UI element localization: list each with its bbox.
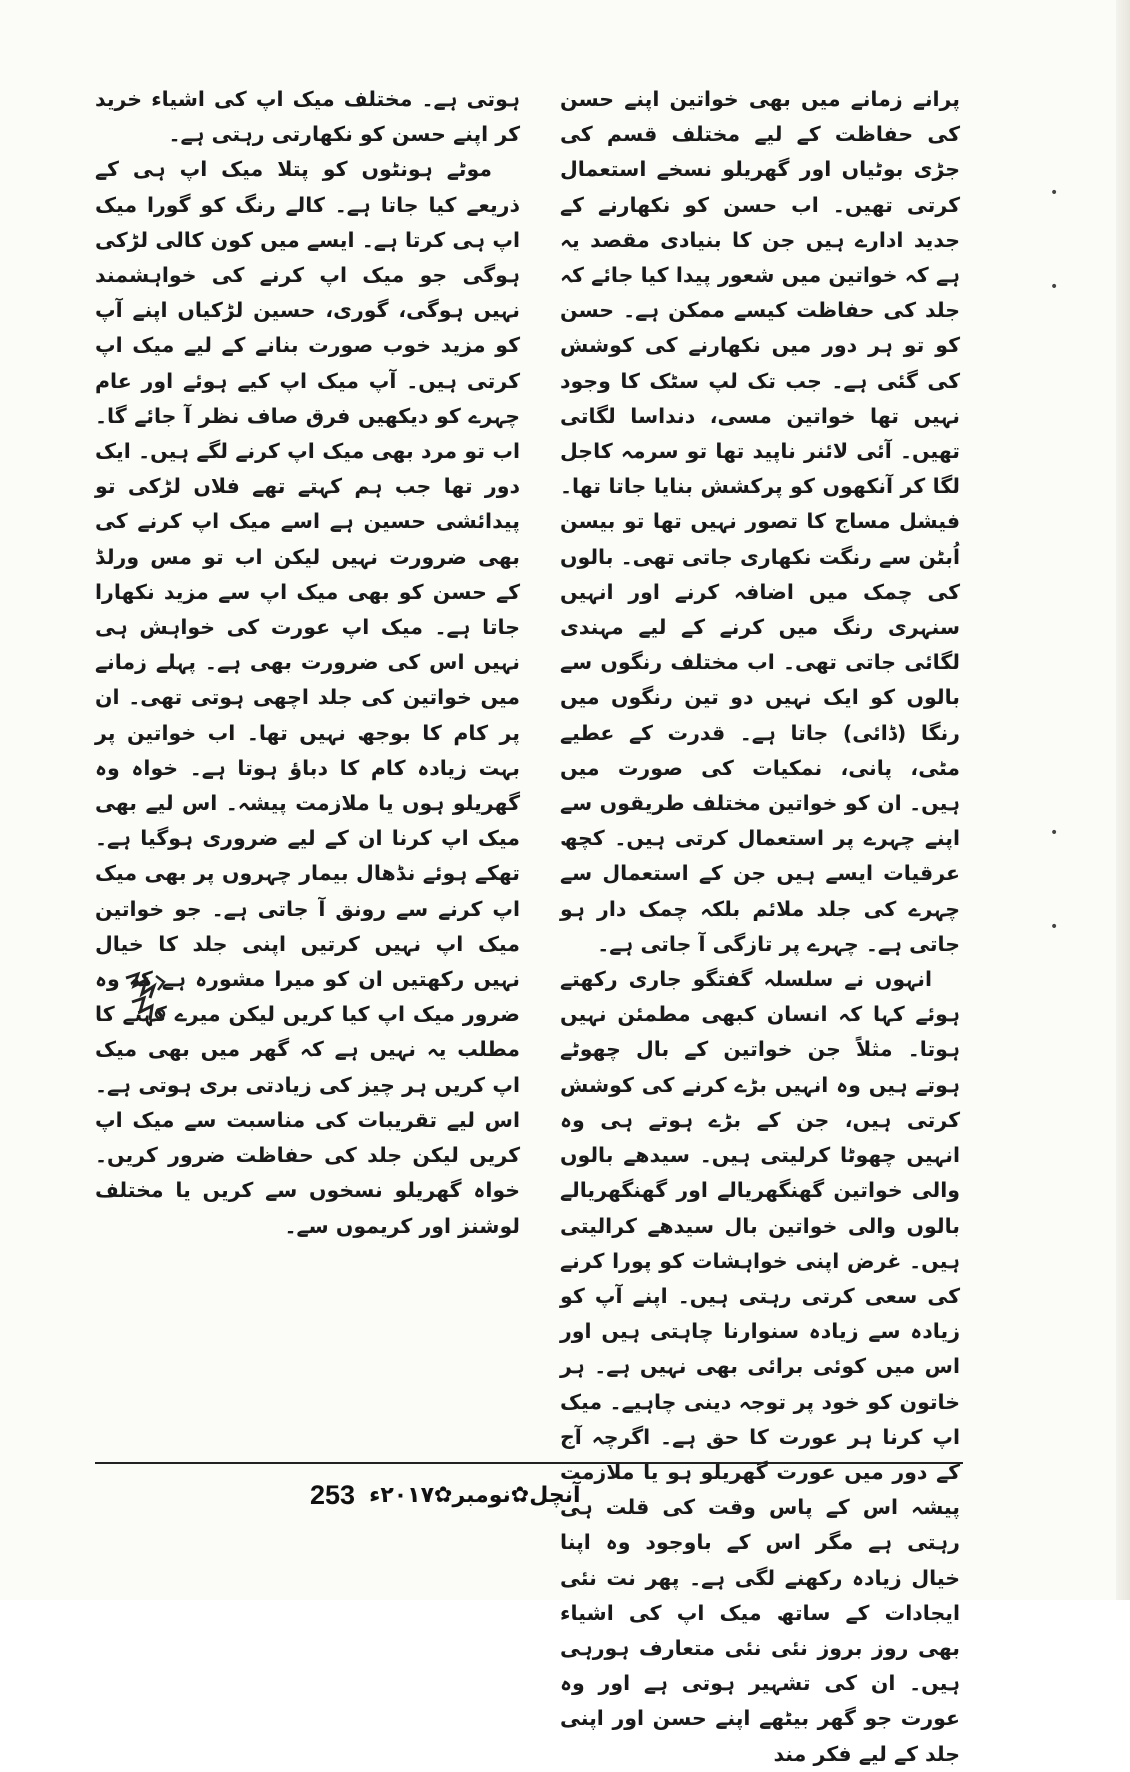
paragraph: ہوتی ہے۔ مختلف میک اپ کی اشیاء خرید کر اپنے حسن کو نکھارتی رہتی ہے۔ <box>95 87 520 147</box>
text-column-right <box>560 82 960 1772</box>
bullet-icon: • <box>1050 825 1059 841</box>
footer-rule <box>95 1462 963 1464</box>
bullet-icon: • <box>1050 279 1059 295</box>
bullet-icon: • <box>1050 185 1059 201</box>
page-number: 253 <box>310 1479 356 1510</box>
bullet-icon: • <box>1050 919 1059 935</box>
text-column-left <box>95 82 520 1244</box>
footer-issue-label: آنچل✿نومبر✿۲۰۱۷ء <box>369 1482 581 1508</box>
scan-edge <box>1116 0 1130 1600</box>
paragraph: انہوں نے سلسلہ گفتگو جاری رکھتے ہوئے کہا کہ انسان کبھی مطمئن نہیں ہوتا۔ مثلاً جن خواتین کے بال چھوٹے ہوتے ہیں وہ انہیں بڑے کرنے کی کوشش کرتی ہیں، جن کے بڑے ہوتے ہی وہ انہیں چھوٹا کرلیتی ہیں۔ سیدھے بالوں والی خواتین گھنگھریالے اور گھنگھریالے بالوں والی خواتین بال سیدھے کرالیتی ہیں۔ غرض اپنی خواہشات کو پورا کرنے کی سعی کرتی رہتی ہیں۔ اپنے آپ کو زیادہ سے زیادہ سنوارنا چاہتی ہیں اور اس میں کوئی برائی بھی نہیں ہے۔ ہر خاتون کو خود پر توجہ دینی چاہیے۔ میک اپ کرنا ہر عورت کا حق ہے۔ اگرچہ آج کے دور میں عورت گھریلو ہو یا ملازمت پیشہ اس کے پاس وقت کی قلت ہی رہتی ہے مگر اس کے باوجود وہ اپنا خیال زیادہ رکھنے لگی ہے۔ پھر نت نئی ایجادات کے ساتھ میک اپ کی اشیاء بھی روز بروز نئی نئی متعارف ہورہی ہیں۔ ان کی تشہیر ہوتی ہے اور وہ عورت جو گھر بیٹھے اپنے حسن اور اپنی جلد کے لیے فکر مند <box>560 967 960 1766</box>
paragraph: پرانے زمانے میں بھی خواتین اپنے حسن کی حفاظت کے لیے مختلف قسم کی جڑی بوٹیاں اور گھریلو نسخے استعمال کرتی تھیں۔ اب حسن کو نکھارنے کے جدید ادارے ہیں جن کا بنیادی مقصد یہ ہے کہ خواتین میں شعور پیدا کیا جائے کہ جلد کی حفاظت کیسے ممکن ہے۔ حسن کو تو ہر دور میں نکھارنے کی کوشش کی گئی ہے۔ جب تک لپ سٹک کا وجود نہیں تھا خواتین مسی، دنداسا لگاتی تھیں۔ آئی لائنر ناپید تھا تو سرمہ کاجل لگا کر آنکھوں کو پرکشش بنایا جاتا تھا۔ فیشل مساج کا تصور نہیں تھا تو بیسن اُبٹن سے رنگت نکھاری جاتی تھی۔ بالوں کی چمک میں اضافہ کرنے اور انہیں سنہری رنگ میں کرنے کے لیے مہندی لگائی جاتی تھی۔ اب مختلف رنگوں سے بالوں کو ایک نہیں دو تین رنگوں میں رنگا (ڈائی) جاتا ہے۔ قدرت کے عطیے مٹی، پانی، نمکیات کی صورت میں ہیں۔ ان کو خواتین مختلف طریقوں سے اپنے چہرے پر استعمال کرتی ہیں۔ کچھ عرقیات ایسے ہیں جن کے استعمال سے چہرے کی جلد ملائم بلکہ چمک دار ہو جاتی ہے۔ چہرے پر تازگی آ جاتی ہے۔ <box>560 87 960 956</box>
signature-icon <box>120 968 170 1028</box>
paragraph: موٹے ہونٹوں کو پتلا میک اپ ہی کے ذریعے کیا جاتا ہے۔ کالے رنگ کو گورا میک اپ ہی کرتا ہے۔ ایسے میں کون کالی لڑکی ہوگی جو میک اپ کرنے کی خواہشمند نہیں ہوگی، گوری، حسین لڑکیاں اپنے آپ کو مزید خوب صورت بنانے کے لیے میک اپ کرتی ہیں۔ آپ میک اپ کیے ہوئے اور عام چہرے کو دیکھیں فرق صاف نظر آ جائے گا۔ اب تو مرد بھی میک اپ کرنے لگے ہیں۔ ایک دور تھا جب ہم کہتے تھے فلاں لڑکی تو پیدائشی حسین ہے اسے میک اپ کرنے کی بھی ضرورت نہیں لیکن اب تو مس ورلڈ کے حسن کو بھی میک اپ سے مزید نکھارا جاتا ہے۔ میک اپ عورت کی خواہش ہی نہیں اس کی ضرورت بھی ہے۔ پہلے زمانے میں خواتین کی جلد اچھی ہوتی تھی۔ ان پر کام کا بوجھ نہیں تھا۔ اب خواتین پر بہت زیادہ کام کا دباؤ ہوتا ہے۔ خواہ وہ گھریلو ہوں یا ملازمت پیشہ۔ اس لیے بھی میک اپ کرنا ان کے لیے ضروری ہوگیا ہے۔ تھکے ہوئے نڈھال بیمار چہروں پر بھی میک اپ کرنے سے رونق آ جاتی ہے۔ جو خواتین میک اپ نہیں کرتیں اپنی جلد کا خیال نہیں رکھتیں ان کو میرا مشورہ ہے کہ وہ ضرور میک اپ کیا کریں لیکن میرے کہنے کا مطلب یہ نہیں ہے کہ گھر میں بھی میک اپ کریں ہر چیز کی زیادتی بری ہوتی ہے۔ اس لیے تقریبات کی مناسبت سے میک اپ کریں لیکن جلد کی حفاظت ضرور کریں۔ خواہ گھریلو نسخوں سے کریں یا مختلف لوشنز اور کریموں سے۔ <box>95 157 520 1238</box>
page-footer <box>310 1474 700 1516</box>
